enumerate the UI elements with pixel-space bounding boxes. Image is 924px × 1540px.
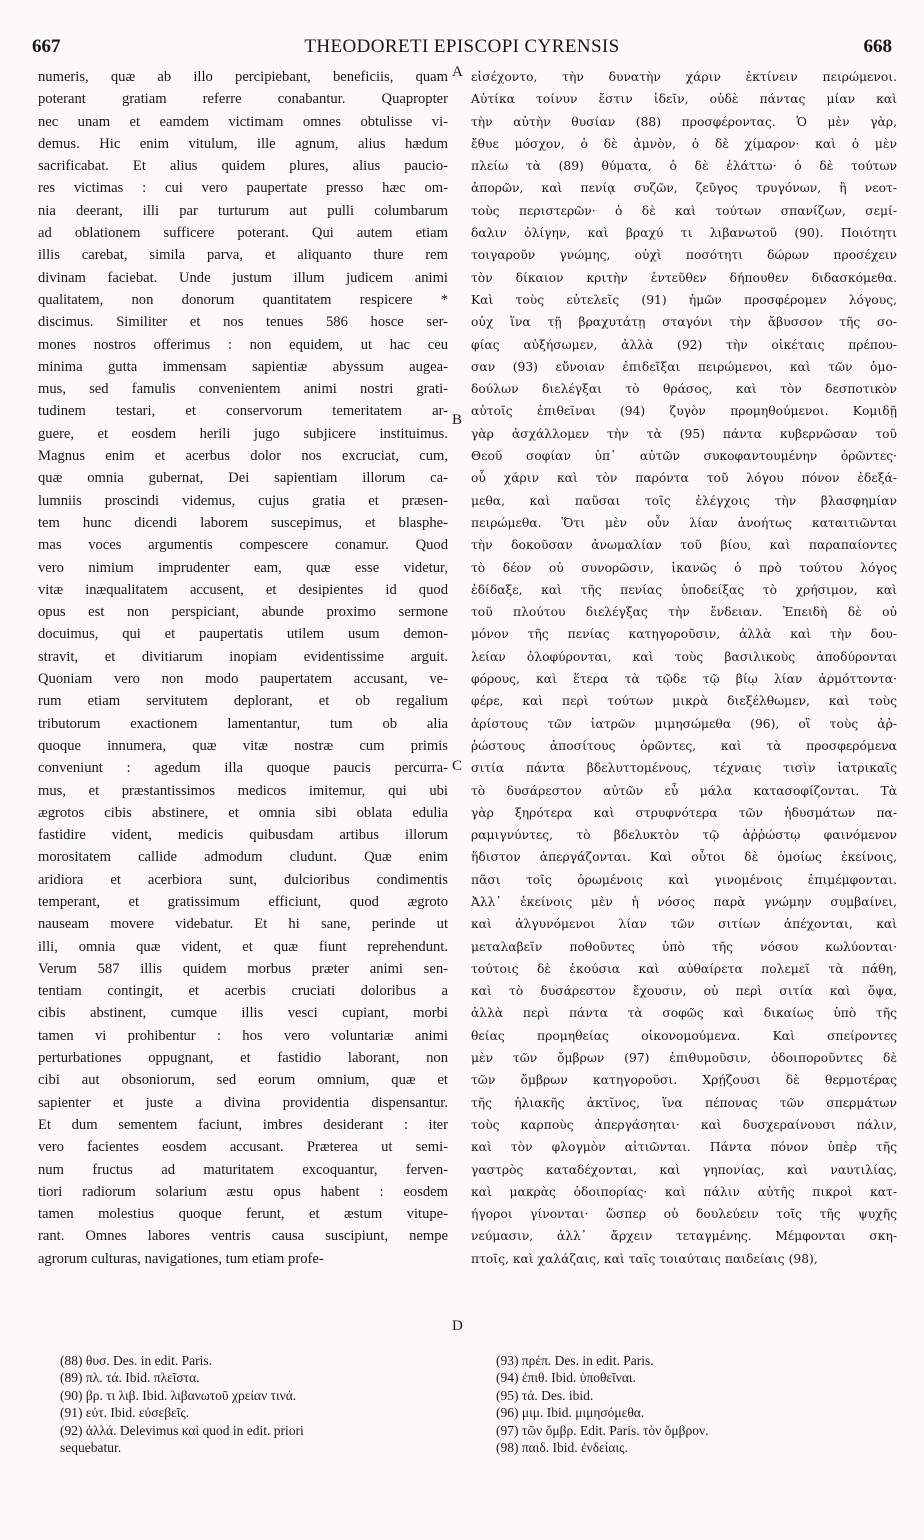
latin-text-line: cibi aut obsoniorum, sed eorum omnium, quæ et (38, 1072, 448, 1089)
latin-text-line: quoque innumera, quæ vitæ nostræ cum primis (38, 737, 448, 754)
latin-text-line: nia deerant, illi par turturum aut pulli columbarum (38, 202, 448, 219)
greek-text-line: σαν (93) εὔνοιαν ἐπιδεῖξαι πειρώμενοι, καὶ τῶν ὁμο- (471, 359, 897, 374)
latin-text-line: vero facientes eosdem accusant. Præterea ut semi- (38, 1139, 448, 1156)
greek-text-line: τοὺς καρποὺς ἀπεργάσηται· καὶ δυσχεραίνουσι πάλιν, (471, 1117, 897, 1132)
latin-text-line: illis carebat, simila parva, et aliquanto thure rem (38, 247, 448, 264)
margin-letter: A (452, 64, 463, 80)
greek-text-line: τὸ δυσάρεστον αὐτῶν εὖ μάλα κατασοφίζονται. Τὰ (471, 783, 897, 798)
latin-text-line: nec unam et eamdem victimam omnes obtulisse vi- (38, 113, 448, 130)
footnotes-right (496, 1352, 876, 1456)
footnote: (96) μιμ. Ibid. μιμησόμεθα. (496, 1405, 645, 1421)
latin-text-line: minima gutta immensam sapientiæ abyssum augea- (38, 358, 448, 375)
latin-text-line: temperant, et gratissimum efficiunt, quod ægroto (38, 893, 448, 910)
footnote: (88) θυσ. Des. in edit. Paris. (60, 1353, 213, 1368)
greek-text-line: γαστρὸς καταδέχονται, καὶ γηπονίας, καὶ ναυτιλίας, (471, 1162, 897, 1177)
latin-text-line: Quoniam vero non modo paupertatem accusant, ve- (38, 671, 448, 688)
greek-text-line: Αὐτίκα τοίνυν ἔστιν ἰδεῖν, οὐδὲ πάντας μίαν καὶ (471, 92, 897, 107)
greek-text-line: δούλων διελέγξαι τὸ θράσος, καὶ τὸν δεσποτικὸν (471, 382, 897, 397)
footnote: (95) τά. Des. ibid. (496, 1387, 594, 1403)
page-number-left: 667 (32, 36, 61, 57)
greek-text-line: τοιγαροῦν γνώμης, οὐχὶ ποσότητι δώρων προσέχειν (471, 248, 897, 263)
greek-text-line: καὶ τὸν φλογμὸν αἰτιῶνται. Πάντα πόνον ὑπὲρ τῆς (471, 1140, 897, 1155)
latin-text-line: stravit, et divitiarum inopiam evidentissime arguit. (38, 648, 448, 665)
greek-text-line: Θεοῦ σοφίαν ὑπ᾿ αὐτῶν συκοφαντουμένην ὁρῶντες· (471, 449, 897, 464)
latin-text-line: tributorum exactionem lamentantur, tum ob alia (38, 715, 448, 732)
margin-letter: C (452, 758, 463, 774)
latin-text-line: rum etiam servitutem deplorant, et ob regalium (38, 693, 448, 710)
greek-text-line: ραμιγνύντες, τὸ βδελυκτὸν τῷ ἀῤῥώστῳ φαινόμενον (471, 828, 897, 843)
latin-text-line: agrorum culturas, navigationes, tum etiam profe- (38, 1250, 324, 1267)
latin-text-line: poterant gratiam referre conabantur. Quapropter (38, 91, 448, 108)
greek-text-line: ἥδιστον ἀπεργάζονται. Καὶ οὗτοι δὲ ὁμοίως ἐκείνοις, (471, 850, 897, 865)
latin-text-line: vero nimium imprudenter eam, quæ esse videtur, (38, 559, 448, 576)
latin-text-line: Verum 587 illis quidem morbus præter animi sen- (38, 960, 448, 977)
footnote: (90) βρ. τι λιβ. Ibid. λιβανωτοῦ χρείαν τινά. (60, 1387, 297, 1403)
margin-letter: D (452, 1318, 463, 1334)
footnote: (98) παιδ. Ibid. ἐνδείαις. (496, 1440, 628, 1456)
footnote: (89) πλ. τά. Ibid. πλεῖστα. (60, 1370, 200, 1386)
greek-text-line: πᾶσι τοῖς ὁρωμένοις καὶ γινομένοις ἐπιμέμφονται. (471, 872, 897, 887)
greek-text-line: τὸ δέον οὐ συνορῶσιν, ἱκανῶς ὁ πρὸ τούτου λόγος (471, 560, 897, 575)
latin-text-line: mus, et præstantissimos medicos imitemur, qui ubi (38, 782, 448, 799)
latin-text-line: numeris, quæ ab illo percipiebant, beneficiis, quam (38, 69, 448, 85)
greek-text-line: ἐδίδαξε, καὶ τῆς πενίας ὑποδείξας τὸ χρήσιμον, καὶ (471, 582, 897, 597)
greek-text-line: τῶν ὄμβρων κατηγοροῦσι. Χρῄζουσι δὲ θερμοτέρας (471, 1073, 897, 1088)
page-number-right: 668 (863, 36, 892, 57)
greek-text-line: τούτοις δὲ ἑκούσια καὶ αὐθαίρετα πολεμεῖ τὰ πάθη, (471, 961, 897, 976)
margin-letter: B (452, 412, 463, 428)
greek-text-line: σιτία πάντα βδελυττομένους, τέχναις τισὶν ἰατρικαῖς (471, 761, 897, 776)
latin-text-line: discimus. Similiter et nos tenues 586 hosce ser- (38, 314, 448, 331)
greek-text-line: λείαν ὀλοφύρονται, καὶ τοὺς βασιλικοὺς ἀποδύρονται (471, 649, 897, 664)
greek-text-line: νεύμασιν, ἀλλ᾿ ἄρχειν τεταγμένης. Μέμφονται σκη- (471, 1229, 897, 1244)
latin-text-line: opus est non perspiciant, abunde proximo sermone (38, 604, 448, 621)
greek-text-line: καὶ μακρὰς ὁδοιπορίας· καὶ πάλιν αὐτῆς πικροὶ κατ- (471, 1184, 897, 1199)
footnote: (91) εὐτ. Ibid. εὐσεβεῖς. (60, 1405, 190, 1421)
page-header (32, 36, 892, 62)
greek-text-line: ἀλλὰ περὶ πάντα τὰ σοφῶς καὶ δικαίως ὑπὸ τῆς (471, 1006, 897, 1021)
greek-text-line: μεταλαβεῖν ποθοῦντες ὑπὸ τῆς νόσου κωλύονται· (471, 939, 897, 954)
latin-text-line: mones nostros offerimus : non equidem, ut hac ceu (38, 336, 448, 353)
footnotes-left (60, 1352, 450, 1456)
greek-text-line: πειρώμεθα. Ὅτι μὲν οὖν λίαν ἀνοήτως καταιτιῶνται (471, 515, 897, 530)
greek-text-line: ήγοροι γίνονται· ὥσπερ οὐ δουλεύειν τοῖς τῆς ψυχῆς (471, 1207, 897, 1222)
greek-text-line: τὴν δοκοῦσαν ἀνωμαλίαν τοῦ βίου, καὶ παραπαίοντες (471, 538, 897, 553)
latin-text-line: morositatem callide admodum cludunt. Quæ enim (38, 849, 448, 866)
greek-text-line: μεθα, καὶ παῦσαι τοῖς ἐλέγχοις τὴν βλασφημίαν (471, 493, 897, 508)
footnote: (93) πρέπ. Des. in edit. Paris. (496, 1353, 654, 1368)
latin-column (38, 66, 448, 1270)
latin-text-line: divinam faciebat. Unde justum illum judicem animi (38, 269, 448, 286)
running-title: THEODORETI EPISCOPI CYRENSIS (304, 36, 620, 57)
latin-text-line: mus, sed famulis convenientem animi nostri grati- (38, 381, 448, 398)
greek-text-line: οὐχ ἵνα τῇ βραχυτάτῃ σταγόνι τὴν ἄβυσσον τῆς σο- (471, 315, 897, 330)
footnote: (92) ἀλλά. Delevimus καὶ quod in edit. priori (60, 1422, 304, 1438)
greek-text-line: τὴν αὐτὴν θυσίαν (88) προσφέροντας. Ὁ μὲν γὰρ, (471, 114, 897, 129)
greek-text-line: καὶ ἀλγυνόμενοι λίαν τῶν σιτίων ἀπέχονται, καὶ (471, 917, 897, 932)
greek-text-line: Ἀλλ᾿ ἐκείνοις μὲν ἡ νόσος παρὰ γνώμην συμβαίνει, (471, 894, 897, 909)
greek-text-line: τοῦ πλούτου διελέγξας τὴν ἔνδειαν. Ἐπειδὴ δὲ οὐ (471, 605, 897, 620)
latin-text-line: docuimus, qui et paupertatis utilem usum demon- (38, 626, 448, 643)
latin-text-line: lumniis proscindi videmus, cujus gratia et præsen- (38, 492, 448, 509)
greek-text-line: τῆς ἡλιακῆς ἀκτῖνος, ἵνα πέπονας τῶν σπερμάτων (471, 1095, 897, 1110)
greek-text-line: γὰρ ἀσχάλλομεν τὴν τὰ (95) πάντα κυβερνῶσαν τοῦ (471, 426, 897, 441)
latin-text-line: nauseam movere videbatur. Et hi sane, perinde ut (38, 916, 448, 933)
greek-text-line: μόνον τῆς πενίας κατηγοροῦσιν, ἀλλὰ καὶ τὴν δου- (471, 627, 897, 642)
greek-text-line: πτοῖς, καὶ χαλάζαις, καὶ ταῖς τοιαύταις παιδείαις (98), (471, 1251, 818, 1266)
latin-text-line: demus. Hic enim vitulum, ille agnum, alius hædum (38, 135, 448, 152)
latin-text-line: sapienter et juste a divina providentia dispensantur. (38, 1094, 448, 1111)
latin-text-line: sacrificabat. Et alius quidem plures, alius paucio- (38, 158, 448, 175)
latin-text-line: perturbationes oppugnant, et fastidio laborant, non (38, 1050, 448, 1067)
greek-text-line: τοὺς περιστερῶν· ὁ δὲ καὶ τούτων σπανίζων, σεμί- (471, 203, 897, 218)
greek-text-line: φίας αὐξήσωμεν, ἀλλὰ (92) τὴν οἰκέταις πρέπου- (471, 337, 897, 352)
latin-text-line: qualitatem, non donorum quantitatem respicere * (38, 291, 448, 308)
greek-text-line: ἀπορῶν, καὶ πενίᾳ συζῶν, ζεῦγος τρυγόνων, ἢ νεοτ- (471, 181, 897, 196)
latin-text-line: res victimas : cui vero paupertate presso hæc om- (38, 180, 448, 197)
greek-column (471, 66, 897, 1270)
latin-text-line: quæ omnia gubernat, Dei sapientiam illorum ca- (38, 470, 448, 487)
greek-text-line: μὲν τῶν ὄμβρων (97) ἐπιθυμοῦσιν, ὁδοιποροῦντες δὲ (471, 1051, 897, 1066)
latin-text-line: vitæ inæqualitatem accusent, et desipientes id quod (38, 581, 448, 598)
latin-text-line: tem hunc dicendi laborem suscepimus, et blasphe- (38, 514, 448, 531)
latin-text-line: conveniunt : agedum illa quoque paucis percurra- (38, 760, 448, 777)
greek-text-line: ἔθυε μόσχον, ὁ δὲ ἀμνὸν, ὁ δὲ χίμαρον· καὶ ὁ μὲν (471, 136, 897, 151)
latin-text-line: num fructus ad maturitatem excoquantur, ferven- (38, 1161, 448, 1178)
greek-text-line: ἀρίστους τῶν ἰατρῶν μιμησώμεθα (96), οἳ τοὺς ἀῤ- (471, 716, 897, 731)
greek-text-line: Καὶ τοὺς εὐτελεῖς (91) ἡμῶν προσφέρομεν λόγους, (471, 292, 897, 307)
greek-text-line: οὗ χάριν καὶ τὸν παρόντα τοῦ λόγου πόνον ἐδεξά- (471, 471, 897, 486)
latin-text-line: fastidire vident, medicis quibusdam artibus illorum (38, 827, 448, 844)
latin-text-line: tentiam contingit, et acerbis cruciati doloribus a (38, 983, 448, 1000)
latin-text-line: Magnus enim et acerbus dolor nos excruciat, cum, (38, 448, 448, 465)
latin-text-line: rant. Omnes labores ventris causa suscipiunt, nempe (38, 1228, 448, 1245)
greek-text-line: γὰρ ξηρότερα καὶ στρυφνότερα τῶν ἡδυσμάτων πα- (471, 805, 897, 820)
latin-text-line: illi, omnia quæ vident, et quæ fiunt reprehendunt. (38, 938, 448, 955)
greek-text-line: πλείω τὰ (89) θύματα, ὁ δὲ ἐλάττω· ὁ δὲ τούτων (471, 159, 897, 174)
latin-text-line: tamen vi prohibentur : hos vero voluntariæ animi (38, 1027, 448, 1044)
latin-text-line: ad oblationem sufficere poterant. Qui autem etiam (38, 225, 448, 242)
greek-text-line: αὐτοῖς ἐπιθεῖναι (94) ζυγὸν προμηθούμενοι. Κομιδῇ (471, 404, 897, 419)
greek-text-line: δαλιν ὀλίγην, καὶ βραχύ τι λιβανωτοῦ (90). Ποιότητι (471, 226, 897, 241)
latin-text-line: mas voces argumentis compescere conamur. Quod (38, 537, 448, 554)
latin-text-line: Et dum sementem faciunt, imbres desiderant : iter (38, 1116, 448, 1133)
greek-text-line: ῥώστους ἀποσίτους ὁρῶντες, καὶ τὰ προσφερόμενα (471, 738, 897, 753)
footnote: (97) τῶν ὄμβρ. Edit. Paris. τὸν ὄμβρον. (496, 1422, 709, 1438)
footnote: sequebatur. (60, 1440, 122, 1456)
latin-text-line: aridiora et acerbiora sunt, dulcioribus condimentis (38, 871, 448, 888)
latin-text-line: tudinem testari, et conservorum temeritatem ar- (38, 403, 448, 420)
latin-text-line: guere, et eosdem herili jugo subjicere instituimus. (38, 425, 448, 442)
greek-text-line: εἰσέχοντο, τὴν δυνατὴν χάριν ἐκτίνειν πειρώμενοι. (471, 70, 897, 84)
greek-text-line: τὸν δίκαιον κριτὴν ἐντεῦθεν δήπουθεν διδασκόμεθα. (471, 270, 897, 285)
latin-text-line: cibis abstinent, cumque illis vesci cupiant, morbi (38, 1005, 448, 1022)
latin-text-line: tamen molestius quoque ferunt, et æstum vitupe- (38, 1206, 448, 1223)
latin-text-line: ægrotos cibis abstinere, et omnia sibi oblata edulia (38, 804, 448, 821)
greek-text-line: θείας προμηθείας οἰκονομούμενα. Καὶ σπείροντες (471, 1028, 897, 1043)
greek-text-line: καὶ τὸ δυσάρεστον ἔχουσιν, οὐ περὶ σιτία καὶ ὄψα, (471, 984, 897, 999)
greek-text-line: φέρε, καὶ περὶ τούτων μικρὰ διεξέλθωμεν, καὶ τοὺς (471, 694, 897, 709)
footnote: (94) ἐπιθ. Ibid. ὑποθεῖναι. (496, 1370, 636, 1386)
latin-text-line: tiori radiorum solarium æstu opus habent : eosdem (38, 1183, 448, 1200)
greek-text-line: φόρους, καὶ ἕτερα τὰ τῷδε τῷ βίῳ λίαν ἁρμόττοντα· (471, 672, 897, 687)
